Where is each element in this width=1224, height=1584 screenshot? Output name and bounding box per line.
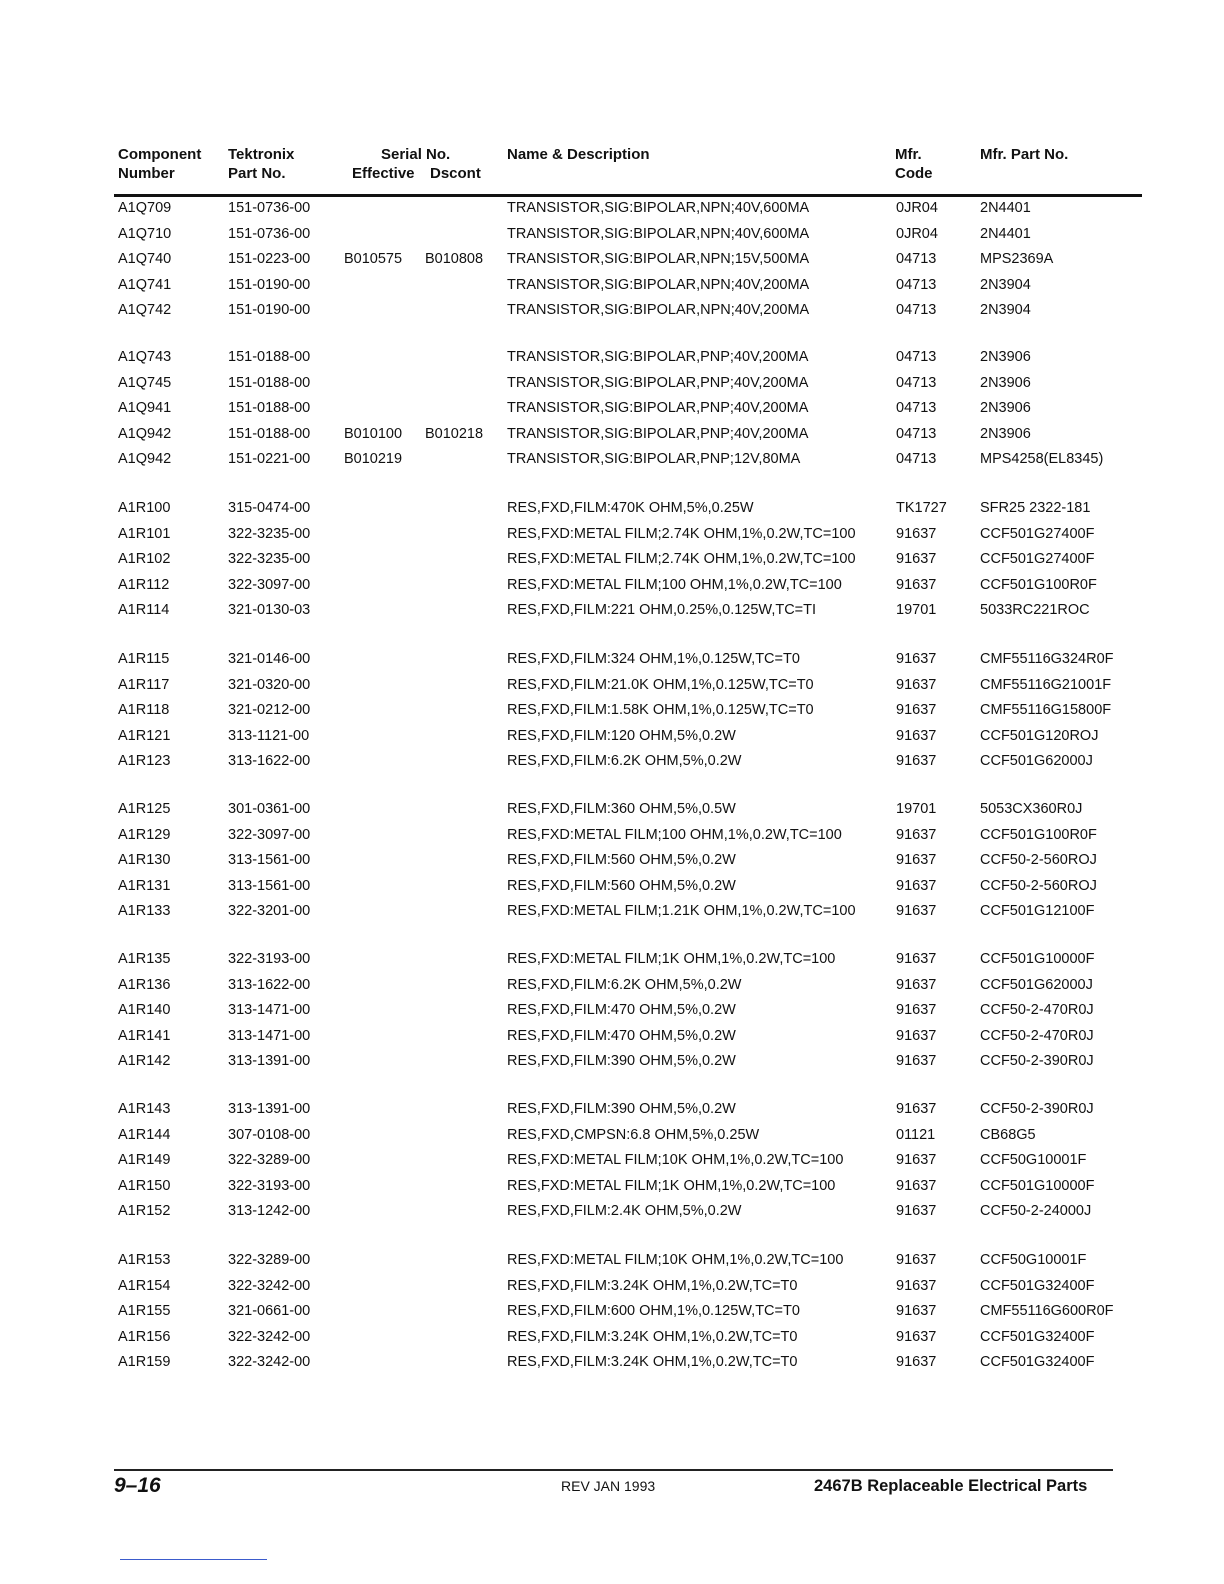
cell-desc: RES,FXD:METAL FILM;100 OHM,1%,0.2W,TC=100 [507,576,842,593]
table-row [118,724,1138,750]
cell-part: 151-0736-00 [228,225,311,242]
table-row [118,273,1138,299]
cell-part: 313-1471-00 [228,1027,311,1044]
cell-mpn: 2N3906 [980,425,1031,442]
cell-mpn: 2N3904 [980,276,1031,293]
header-mfr-part: Mfr. Part No. [980,146,1069,163]
cell-code: 91637 [896,576,937,593]
cell-part: 322-3193-00 [228,951,311,967]
table-row [118,1350,1138,1376]
cell-comp: A1R129 [118,826,171,843]
cell-comp: A1R131 [118,877,171,894]
footer-divider [114,1469,1113,1471]
cell-mpn: CCF50-2-560ROJ [980,877,1097,894]
table-row [118,1325,1138,1351]
cell-code: 91637 [896,1152,937,1168]
cell-desc: TRANSISTOR,SIG:BIPOLAR,PNP;40V,200MA [507,374,809,391]
cell-code: 91637 [896,551,937,567]
cell-code: 91637 [896,676,937,693]
row-group [118,947,1138,1075]
cell-mpn: 2N3904 [980,302,1031,318]
cell-code: 91637 [896,951,937,967]
cell-desc: RES,FXD,CMPSN:6.8 OHM,5%,0.25W [507,1126,760,1143]
header-component: Component Number [118,146,202,182]
cell-code: 91637 [896,852,937,868]
cell-comp: A1Q709 [118,200,172,216]
cell-desc: RES,FXD,FILM:390 OHM,5%,0.2W [507,1053,736,1069]
header-description: Name & Description [507,146,650,163]
cell-part: 313-1561-00 [228,877,311,894]
cell-dsc: B010808 [425,251,484,267]
table-row [118,371,1138,397]
cell-part: 321-0146-00 [228,651,311,667]
cell-comp: A1R123 [118,753,171,769]
cell-code: 91637 [896,1328,937,1345]
cell-desc: RES,FXD,FILM:560 OHM,5%,0.2W [507,852,736,868]
cell-desc: RES,FXD:METAL FILM;2.74K OHM,1%,0.2W,TC=100 [507,525,856,542]
cell-code: 91637 [896,753,937,769]
cell-comp: A1R152 [118,1203,171,1219]
cell-mpn: CCF501G120ROJ [980,727,1099,744]
cell-comp: A1R135 [118,951,171,967]
cell-desc: RES,FXD:METAL FILM;2.74K OHM,1%,0.2W,TC=100 [507,551,856,567]
cell-comp: A1R153 [118,1252,171,1268]
table-row [118,573,1138,599]
cell-comp: A1R136 [118,976,171,993]
cell-code: 04713 [896,451,937,467]
table-row [118,1199,1138,1225]
cell-desc: RES,FXD:METAL FILM;1K OHM,1%,0.2W,TC=100 [507,1177,836,1194]
cell-desc: RES,FXD,FILM:470 OHM,5%,0.2W [507,1027,736,1044]
cell-desc: RES,FXD,FILM:390 OHM,5%,0.2W [507,1101,736,1117]
cell-code: 19701 [896,801,937,817]
cell-part: 321-0212-00 [228,702,311,718]
cell-mpn: MPS4258(EL8345) [980,451,1104,467]
cell-part: 322-3193-00 [228,1177,311,1194]
cell-desc: RES,FXD,FILM:221 OHM,0.25%,0.125W,TC=TI [507,602,817,618]
cell-comp: A1R154 [118,1277,171,1294]
table-row [118,947,1138,973]
cell-mpn: CCF50-2-390R0J [980,1101,1094,1117]
cell-part: 322-3235-00 [228,551,311,567]
cell-part: 321-0661-00 [228,1303,311,1319]
cell-part: 151-0188-00 [228,425,311,442]
cell-code: 91637 [896,1354,937,1370]
cell-code: 04713 [896,400,937,416]
cell-part: 322-3289-00 [228,1152,311,1168]
cell-code: 91637 [896,702,937,718]
cell-code: 91637 [896,877,937,894]
cell-comp: A1R133 [118,903,171,919]
cell-comp: A1Q942 [118,425,172,442]
table-row [118,1274,1138,1300]
cell-code: 91637 [896,976,937,993]
cell-desc: TRANSISTOR,SIG:BIPOLAR,NPN;40V,200MA [507,276,810,293]
cell-desc: TRANSISTOR,SIG:BIPOLAR,NPN;40V,600MA [507,225,810,242]
cell-comp: A1R143 [118,1101,171,1117]
cell-mpn: CCF50-2-24000J [980,1203,1092,1219]
cell-comp: A1R125 [118,801,171,817]
revision-date: REV JAN 1993 [561,1478,656,1494]
table-row [118,298,1138,324]
cell-desc: RES,FXD,FILM:6.2K OHM,5%,0.2W [507,753,742,769]
table-row [118,848,1138,874]
cell-comp: A1R130 [118,852,171,868]
cell-mpn: CMF55116G600R0F [980,1303,1114,1319]
cell-desc: RES,FXD,FILM:2.4K OHM,5%,0.2W [507,1203,742,1219]
document-title: 2467B Replaceable Electrical Parts [814,1477,1088,1495]
cell-part: 313-1391-00 [228,1101,311,1117]
row-group [118,1248,1138,1376]
cell-code: 91637 [896,1002,937,1018]
cell-comp: A1Q942 [118,451,172,467]
cell-part: 322-3289-00 [228,1252,311,1268]
cell-mpn: CCF501G12100F [980,903,1095,919]
cell-mpn: 2N3906 [980,374,1031,391]
cell-part: 151-0190-00 [228,302,311,318]
table-row [118,547,1138,573]
table-row [118,698,1138,724]
cell-comp: A1R115 [118,651,170,667]
cell-comp: A1R142 [118,1053,171,1069]
cell-desc: TRANSISTOR,SIG:BIPOLAR,PNP;40V,200MA [507,425,809,442]
cell-part: 151-0223-00 [228,251,311,267]
cell-code: 04713 [896,251,937,267]
cell-part: 313-1622-00 [228,976,311,993]
row-group [118,496,1138,624]
cell-part: 322-3242-00 [228,1354,311,1370]
table-row [118,447,1138,473]
cell-part: 151-0221-00 [228,451,311,467]
cell-desc: RES,FXD,FILM:3.24K OHM,1%,0.2W,TC=T0 [507,1354,798,1370]
cell-desc: RES,FXD,FILM:600 OHM,1%,0.125W,TC=T0 [507,1303,800,1319]
header-serial-no: Serial No. [381,146,451,163]
table-row [118,1299,1138,1325]
cell-code: 91637 [896,1252,937,1268]
cell-mpn: CCF501G27400F [980,525,1095,542]
header-serial-dscont: Dscont [430,165,481,182]
table-row [118,1148,1138,1174]
cell-code: 91637 [896,1053,937,1069]
table-row [118,345,1138,371]
cell-comp: A1R140 [118,1002,171,1018]
table-row [118,998,1138,1024]
cell-mpn: CCF501G100R0F [980,826,1097,843]
cell-eff: B010575 [344,251,403,267]
cell-desc: RES,FXD,FILM:21.0K OHM,1%,0.125W,TC=T0 [507,676,814,693]
cell-comp: A1R159 [118,1354,171,1370]
cell-code: 91637 [896,727,937,744]
cell-mpn: MPS2369A [980,251,1054,267]
cell-part: 313-1471-00 [228,1002,311,1018]
cell-desc: RES,FXD,FILM:324 OHM,1%,0.125W,TC=T0 [507,651,800,667]
table-row [118,749,1138,775]
table-row [118,797,1138,823]
cell-part: 151-0190-00 [228,276,311,293]
table-row [118,1097,1138,1123]
cell-comp: A1R149 [118,1152,171,1168]
cell-code: 91637 [896,651,937,667]
cell-mpn: CCF50-2-560ROJ [980,852,1097,868]
cell-part: 151-0736-00 [228,200,311,216]
cell-desc: RES,FXD:METAL FILM;10K OHM,1%,0.2W,TC=100 [507,1252,844,1268]
cell-part: 313-1242-00 [228,1203,311,1219]
cell-mpn: CCF50G10001F [980,1252,1087,1268]
cell-part: 315-0474-00 [228,500,311,516]
cell-part: 307-0108-00 [228,1126,311,1143]
table-row [118,222,1138,248]
cell-eff: B010219 [344,451,403,467]
cell-code: 04713 [896,349,937,365]
cell-desc: RES,FXD,FILM:1.58K OHM,1%,0.125W,TC=T0 [507,702,814,718]
cell-part: 151-0188-00 [228,374,311,391]
cell-desc: TRANSISTOR,SIG:BIPOLAR,NPN;40V,600MA [507,200,810,216]
row-group [118,647,1138,775]
cell-comp: A1R102 [118,551,171,567]
cell-code: 0JR04 [896,200,938,216]
table-row [118,874,1138,900]
cell-part: 313-1391-00 [228,1053,311,1069]
cell-code: 91637 [896,1177,937,1194]
cell-desc: RES,FXD:METAL FILM;1K OHM,1%,0.2W,TC=100 [507,951,836,967]
cell-code: 91637 [896,903,937,919]
cell-mpn: CCF501G62000J [980,976,1093,993]
table-row [118,973,1138,999]
table-row [118,1024,1138,1050]
cell-mpn: 2N3906 [980,400,1031,416]
cell-mpn: CCF50-2-470R0J [980,1027,1094,1044]
cell-comp: A1R141 [118,1027,171,1044]
cell-part: 322-3097-00 [228,826,311,843]
cell-part: 151-0188-00 [228,349,311,365]
cell-mpn: CCF501G10000F [980,951,1095,967]
cell-desc: TRANSISTOR,SIG:BIPOLAR,PNP;40V,200MA [507,349,809,365]
cell-comp: A1Q742 [118,302,172,318]
table-row [118,1174,1138,1200]
cell-desc: TRANSISTOR,SIG:BIPOLAR,NPN;15V,500MA [507,251,810,267]
cell-code: 19701 [896,602,937,618]
cell-comp: A1Q941 [118,400,172,416]
cell-comp: A1R101 [118,525,171,542]
table-row [118,422,1138,448]
cell-part: 313-1622-00 [228,753,311,769]
table-row [118,598,1138,624]
cell-code: 04713 [896,276,937,293]
cell-mpn: CMF55116G324R0F [980,651,1114,667]
cell-mpn: CCF501G100R0F [980,576,1097,593]
cell-desc: RES,FXD:METAL FILM;10K OHM,1%,0.2W,TC=100 [507,1152,844,1168]
cell-mpn: CCF501G10000F [980,1177,1095,1194]
table-row [118,196,1138,222]
cell-comp: A1R150 [118,1177,171,1194]
cell-comp: A1Q710 [118,225,172,242]
cell-desc: RES,FXD,FILM:6.2K OHM,5%,0.2W [507,976,742,993]
page-number: 9–16 [114,1474,161,1497]
cell-comp: A1R118 [118,702,170,718]
cell-code: 91637 [896,1277,937,1294]
cell-mpn: CCF50G10001F [980,1152,1087,1168]
cell-mpn: CCF501G62000J [980,753,1093,769]
cell-code: 91637 [896,1101,937,1117]
cell-part: 322-3242-00 [228,1328,311,1345]
cell-desc: RES,FXD,FILM:3.24K OHM,1%,0.2W,TC=T0 [507,1277,798,1294]
cell-mpn: SFR25 2322-181 [980,500,1091,516]
cell-desc: RES,FXD,FILM:470 OHM,5%,0.2W [507,1002,736,1018]
cell-comp: A1Q743 [118,349,172,365]
cell-mpn: CCF501G32400F [980,1328,1095,1345]
cell-mpn: CB68G5 [980,1126,1036,1143]
table-row [118,647,1138,673]
cell-code: 91637 [896,1303,937,1319]
cell-part: 313-1561-00 [228,852,311,868]
cell-code: 91637 [896,826,937,843]
row-group [118,797,1138,925]
cell-desc: TRANSISTOR,SIG:BIPOLAR,NPN;40V,200MA [507,302,810,318]
cell-mpn: 5033RC221ROC [980,602,1090,618]
cell-part: 322-3201-00 [228,903,311,919]
cell-desc: RES,FXD,FILM:3.24K OHM,1%,0.2W,TC=T0 [507,1328,798,1345]
corner-mark [120,1559,267,1560]
cell-mpn: CMF55116G15800F [980,702,1112,718]
header-serial-effective: Effective [352,165,415,182]
cell-part: 322-3097-00 [228,576,311,593]
cell-comp: A1Q740 [118,251,172,267]
cell-code: 91637 [896,525,937,542]
cell-code: 91637 [896,1203,937,1219]
cell-mpn: CCF501G27400F [980,551,1095,567]
cell-code: 04713 [896,374,937,391]
cell-comp: A1R156 [118,1328,171,1345]
cell-part: 322-3242-00 [228,1277,311,1294]
cell-desc: RES,FXD,FILM:360 OHM,5%,0.5W [507,801,736,817]
cell-desc: TRANSISTOR,SIG:BIPOLAR,PNP;40V,200MA [507,400,809,416]
cell-mpn: CCF501G32400F [980,1277,1095,1294]
table-row [118,496,1138,522]
cell-part: 301-0361-00 [228,801,311,817]
cell-code: 01121 [896,1126,936,1143]
cell-part: 313-1121-00 [228,727,310,744]
table-row [118,1123,1138,1149]
header-tektronix-part: Tektronix Part No. [228,146,295,182]
cell-mpn: CCF50-2-470R0J [980,1002,1094,1018]
cell-mpn: CMF55116G21001F [980,676,1112,693]
table-row [118,673,1138,699]
cell-code: 04713 [896,425,937,442]
row-group [118,345,1138,473]
cell-part: 321-0130-03 [228,602,311,618]
cell-part: 151-0188-00 [228,400,311,416]
cell-desc: RES,FXD:METAL FILM;100 OHM,1%,0.2W,TC=100 [507,826,842,843]
table-row [118,522,1138,548]
cell-desc: RES,FXD:METAL FILM;1.21K OHM,1%,0.2W,TC=100 [507,903,856,919]
cell-comp: A1R100 [118,500,171,516]
cell-desc: RES,FXD,FILM:470K OHM,5%,0.25W [507,500,754,516]
cell-mpn: 2N4401 [980,200,1031,216]
cell-mpn: 2N3906 [980,349,1031,365]
cell-code: 0JR04 [896,225,938,242]
table-row [118,396,1138,422]
cell-comp: A1Q741 [118,276,172,293]
cell-desc: TRANSISTOR,SIG:BIPOLAR,PNP;12V,80MA [507,451,801,467]
cell-code: TK1727 [896,500,947,516]
table-row [118,823,1138,849]
cell-mpn: 2N4401 [980,225,1031,242]
cell-comp: A1R144 [118,1126,171,1143]
cell-desc: RES,FXD,FILM:120 OHM,5%,0.2W [507,727,736,744]
cell-mpn: 5053CX360R0J [980,801,1083,817]
cell-code: 04713 [896,302,937,318]
row-group [118,1097,1138,1225]
cell-part: 321-0320-00 [228,676,311,693]
row-group [118,196,1138,324]
table-row [118,247,1138,273]
cell-comp: A1R121 [118,727,171,744]
cell-comp: A1R155 [118,1303,171,1319]
cell-part: 322-3235-00 [228,525,311,542]
cell-dsc: B010218 [425,425,484,442]
header-mfr-code: Mfr. Code [895,146,933,182]
cell-comp: A1R117 [118,676,170,693]
cell-eff: B010100 [344,425,403,442]
cell-mpn: CCF501G32400F [980,1354,1095,1370]
table-row [118,899,1138,925]
cell-comp: A1Q745 [118,374,172,391]
table-row [118,1049,1138,1075]
cell-desc: RES,FXD,FILM:560 OHM,5%,0.2W [507,877,736,894]
cell-comp: A1R112 [118,576,170,593]
cell-mpn: CCF50-2-390R0J [980,1053,1094,1069]
cell-comp: A1R114 [118,602,170,618]
cell-code: 91637 [896,1027,937,1044]
table-row [118,1248,1138,1274]
